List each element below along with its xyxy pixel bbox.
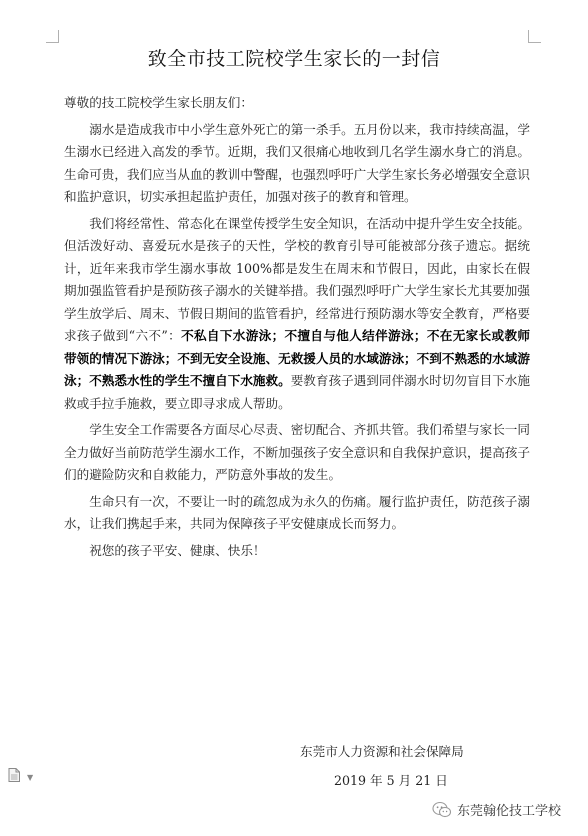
- margin-marker-right: [528, 30, 541, 43]
- six-rules-bold: 不私自下水游泳；不擅自与他人结伴游泳；不在无家长或教师带领的情况下游泳；不到无安全设施、无救援人员的水域游泳；不到不熟悉的水域游泳；不熟悉水性的学生不擅自下水施救。: [64, 328, 530, 388]
- closing-wish: 祝您的孩子平安、健康、快乐！: [89, 542, 266, 558]
- signature-date: 2019 年 5 月 21 日: [334, 773, 448, 788]
- watermark: [432, 800, 561, 819]
- paragraph-4: 生命只有一次，不要让一时的疏忽成为永久的伤痛。履行监护责任，防范孩子溺水，让我们携起手来，共同为保障孩子平安健康成长而努力。: [64, 493, 530, 531]
- document-icon[interactable]: [8, 768, 20, 782]
- paragraph-2-tail: 要教育孩子遇到同伴溺水时切勿盲目下水施救或手拉手施救，要立即寻求成人帮助。: [64, 373, 531, 411]
- letter-body: [64, 92, 530, 562]
- letter-title: 致全市技工院校学生家长的一封信: [147, 48, 441, 70]
- chevron-down-icon[interactable]: ▼: [27, 773, 34, 782]
- paragraph-2: [64, 213, 530, 416]
- signature-organization: 东莞市人力资源和社会保障局: [300, 744, 464, 759]
- paragraph-3: 学生安全工作需要各方面尽心尽责、密切配合、齐抓共管。我们希望与家长一同全力做好当前防范学生溺水工作，不断加强孩子安全意识和自我保护意识，提高孩子们的避险防灾和自救能力，严防意外事故的发生。: [64, 422, 530, 482]
- paragraph-1: 溺水是造成我市中小学生意外死亡的第一杀手。五月份以来，我市持续高温，学生溺水已经进入高发的季节。近期，我们又很痛心地收到几名学生溺水身亡的消息。生命可贵，我们应当从血的教训中警醒，也强烈呼吁广大学生家长务必增强安全意识和监护意识，切实承担起监护责任，加强对孩子的教育和管理。: [64, 121, 530, 204]
- margin-marker-left: [46, 30, 59, 43]
- watermark-text: 东莞翰伦技工学校: [457, 804, 562, 819]
- salutation: 尊敬的技工院校学生家长朋友们：: [64, 95, 253, 110]
- wechat-icon: [432, 801, 452, 819]
- paragraph-2-text: 我们将经常性、常态化在课堂传授学生安全知识，在活动中提升学生安全技能。但活泼好动、喜爱玩水是孩子的天性，学校的教育引导可能被部分孩子遗忘。据统计，近年来我市学生溺水事故 100%都是发生在周末和节假日，因此，由家长在假期加强监管看护是预防孩子溺水的关键举措。我们强烈呼吁广大学生家长尤其要加强学生放学后、周末、节假日期间的监管看护，经常进行预防溺水等安全教育，严格要求孩子做到“六不”：: [64, 215, 530, 343]
